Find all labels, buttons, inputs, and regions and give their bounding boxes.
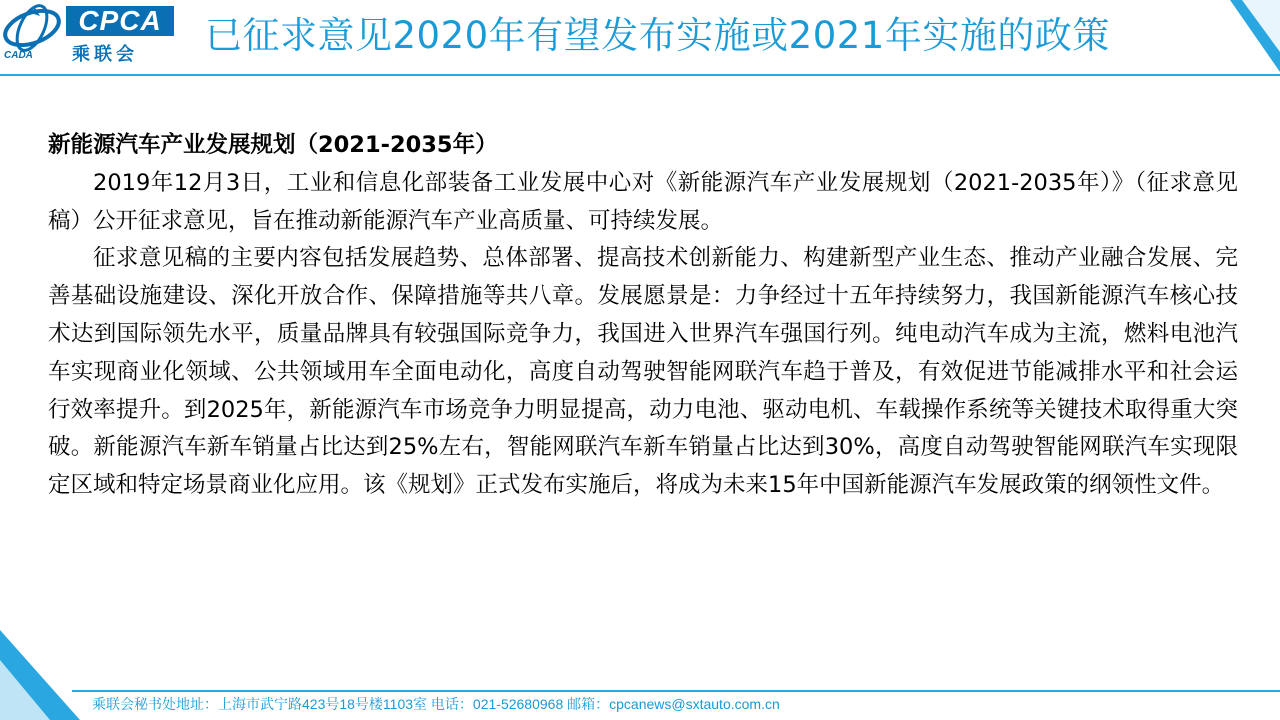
- header-divider: [0, 74, 1280, 76]
- paragraph-details: 征求意见稿的主要内容包括发展趋势、总体部署、提高技术创新能力、构建新型产业生态、推动产业融合发展、完善基础设施建设、深化开放合作、保障措施等共八章。发展愿景是：力争经过十五年持续努力，我国新能源汽车核心技术达到国际领先水平，质量品牌具有较强国际竞争力，我国进入世界汽车强国行列。纯电动汽车成为主流，燃料电池汽车实现商业化领域、公共领域用车全面电动化，高度自动驾驶智能网联汽车趋于普及，有效促进节能减排水平和社会运行效率提升。到2025年，新能源汽车市场竞争力明显提高，动力电池、驱动电机、车载操作系统等关键技术取得重大突破。新能源汽车新车销量占比达到25%左右，智能网联汽车新车销量占比达到30%，高度自动驾驶智能网联汽车实现限定区域和特定场景商业化应用。该《规划》正式发布实施后，将成为未来15年中国新能源汽车发展政策的纲领性文件。: [48, 245, 1238, 499]
- logo-sub-text: CADA: [4, 50, 33, 61]
- paragraph-intro: 2019年12月3日，工业和信息化部装备工业发展中心对《新能源汽车产业发展规划（2021-2035年）》（征求意见稿）公开征求意见，旨在推动新能源汽车产业高质量、可持续发展。: [48, 169, 1238, 234]
- footer-contact: 乘联会秘书处地址：上海市武宁路423号18号楼1103室 电话：021-52680968 邮箱：cpcanews@sxtauto.com.cn: [92, 696, 780, 712]
- footer-divider: [72, 690, 1280, 692]
- page-title: 已征求意见2020年有望发布实施或2021年实施的政策: [205, 14, 1110, 57]
- section-heading: 新能源汽车产业发展规划（2021-2035年）: [48, 132, 498, 158]
- corner-decoration-bottom-left: [0, 630, 80, 720]
- header: [0, 0, 1280, 70]
- cpca-logo: [0, 0, 180, 66]
- corner-decoration-top-right: [1220, 0, 1280, 72]
- main-content: [48, 127, 1238, 505]
- logo-cn-text: 乘联会: [72, 44, 138, 65]
- logo-cpca-text: CPCA: [66, 6, 174, 36]
